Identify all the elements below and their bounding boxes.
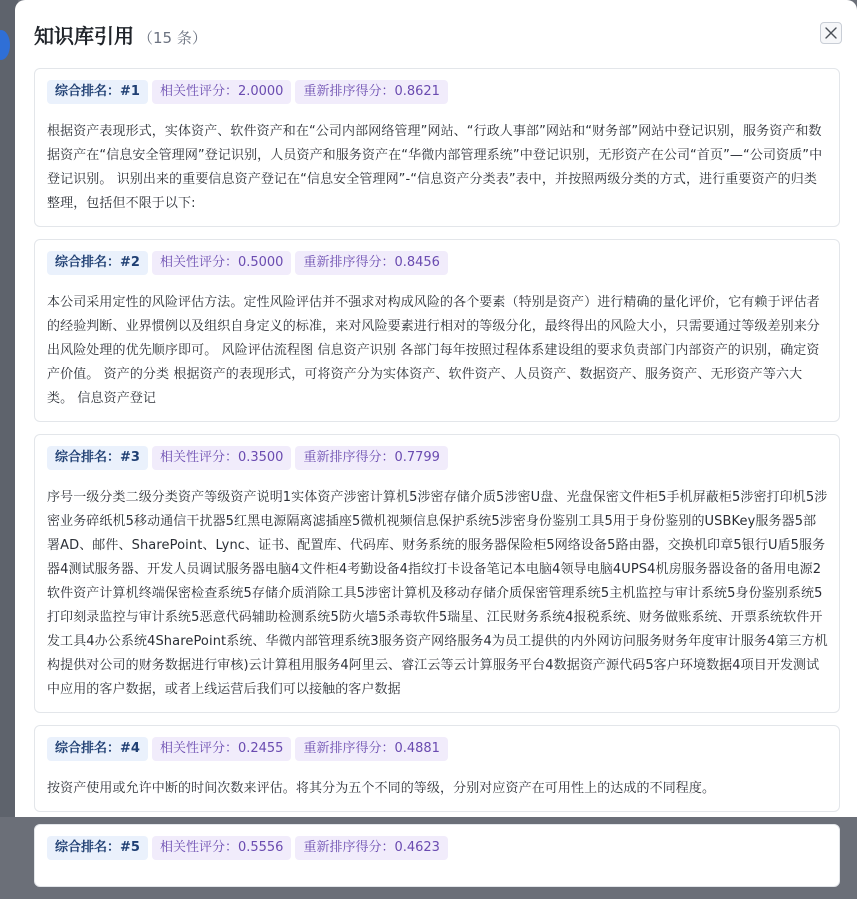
rerank-score-tag: 重新排序得分：0.8456 [295,251,448,275]
rank-tag: 综合排名：#2 [47,251,148,275]
result-count: （15 条） [138,29,207,47]
result-card [34,239,840,422]
relevance-score-tag: 相关性评分：2.0000 [152,80,292,104]
rerank-score-tag: 重新排序得分：0.8621 [295,80,448,104]
relevance-score-tag: 相关性评分：0.3500 [152,446,292,470]
score-tags [47,836,828,862]
rank-tag: 综合排名：#4 [47,737,148,761]
rerank-score-tag: 重新排序得分：0.4881 [295,737,448,761]
result-text: 按资产使用或允许中断的时间次数来评估。将其分为五个不同的等级，分别对应资产在可用性上的达成的不同程度。 [47,781,716,796]
rerank-score-tag: 重新排序得分：0.7799 [295,446,448,470]
rank-tag: 综合排名：#3 [47,446,148,470]
score-tags [47,251,828,277]
result-card [34,824,840,887]
dialog-header [15,0,857,64]
dialog-title [34,20,207,49]
result-list[interactable] [34,68,840,899]
rank-tag: 综合排名：#5 [47,836,148,860]
result-text: 序号一级分类二级分类资产等级资产说明1实体资产涉密计算机5涉密存储介质5涉密U盘、光盘保密文件柜5手机屏蔽柜5涉密打印机5涉密业务碎纸机5移动通信干扰器5红黑电源隔离滤插座5微机视频信息保护系统5涉密身份鉴别工具5用于身份鉴别的USBKey服务器5部署AD、邮件、SharePoint、Lync、证书、配置库、代码库、财务系统的服务器保险柜5网络设备5路由器，交换机印章5银行U盾5服务器4测试服务器、开发人员调试服务器电脑4文件柜4考勤设备4指纹打卡设备笔记本电脑4领导电脑4UPS4机房服务器设备的备用电源2软件资产计算机终端保密检查系统5存储介质消除工具5涉密计算机及移动存储介质保密管理系统5主机监控与审计系统5身份鉴别系统5打印刻录监控与审计系统5恶意代码辅助检测系统5防火墙5杀毒软件5瑞星、江民财务系统4报税系统、财务做账系统、开票系统软件开发工具4办公系统4SharePoint系统、华微内部管理系统3服务资产网络服务4为员工提供的内外网访问服务财务年度审计服务4第三方机构提供对公司的财务数据进行审核)云计算租用服务4阿里云、睿江云等云计算服务平台4数据资产源代码5客户环境数据4项目开发测试中应用的客户数据，或者上线运营后我们可以接触的客户数据 [47,490,828,697]
relevance-score-tag: 相关性评分：0.2455 [152,737,292,761]
result-card [34,68,840,227]
result-card [34,725,840,812]
dialog-title-text: 知识库引用 [34,24,134,48]
result-text: 根据资产表现形式，实体资产、软件资产和在“公司内部网络管理”网站、“行政人事部”网站和“财务部”网站中登记识别，服务资产和数据资产在“信息安全管理网”登记识别，人员资产和服务资产在“华微内部管理系统”中登记识别，无形资产在公司“首页”—“公司资质”中登记识别。 识别出来的重要信息资产登记在“信息安全管理网”-“信息资产分类表”表中，并按照两级分类的方式，进行重要资产的归类整理，包括但不限于以下: [47,124,823,211]
result-text: 本公司采用定性的风险评估方法。定性风险评估并不强求对构成风险的各个要素（特别是资产）进行精确的量化评价，它有赖于评估者的经验判断、业界惯例以及组织自身定义的标准，来对风险要素进行相对的等级分化，最终得出的风险大小，只需要通过等级差别来分出风险处理的优先顺序即可。 风险评估流程图 信息资产识别 各部门每年按照过程体系建设组的要求负责部门内部资产的识别，确定资产价值。 资产的分类 根据资产的表现形式，可将资产分为实体资产、软件资产、人员资产、数据资产、服务资产、无形资产等六大类。 信息资产登记 [47,295,820,406]
result-card [34,434,840,713]
score-tags [47,737,828,763]
rerank-score-tag: 重新排序得分：0.4623 [295,836,448,860]
relevance-score-tag: 相关性评分：0.5000 [152,251,292,275]
background-avatar [0,30,10,60]
close-button[interactable] [820,22,842,44]
rank-tag: 综合排名：#1 [47,80,148,104]
score-tags [47,80,828,106]
score-tags [47,446,828,472]
close-icon [825,27,837,39]
relevance-score-tag: 相关性评分：0.5556 [152,836,292,860]
knowledge-citation-dialog [15,0,857,855]
